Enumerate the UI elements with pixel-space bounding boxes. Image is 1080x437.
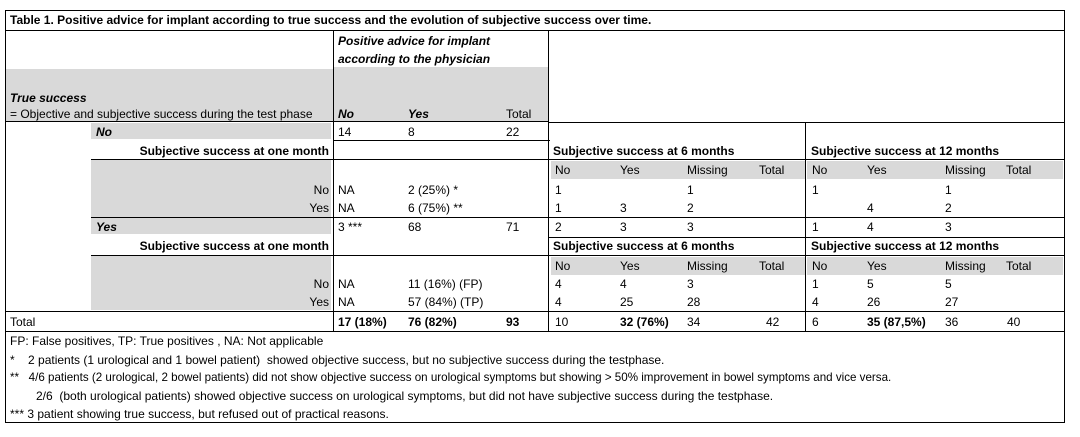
group-no-12m-col-total: Total <box>1006 163 1032 177</box>
table-cell: 4 <box>555 277 562 291</box>
table-cell: 4 <box>812 295 819 309</box>
table-cell: 1 <box>945 183 952 197</box>
group-no-value-no: 14 <box>338 125 352 139</box>
rule-group-yes-sub-top <box>549 237 1065 238</box>
group-yes-6m-col-missing: Missing <box>687 259 728 273</box>
group-yes-label: Yes <box>96 220 117 234</box>
total-row-6m-yes: 32 (76%) <box>620 315 669 329</box>
group-no-row-no-label: No <box>313 183 329 197</box>
group-no-12m-title: Subjective success at 12 months <box>811 144 1000 158</box>
rule-group-no-end <box>91 217 1065 218</box>
total-row-12m-yes: 35 (87,5%) <box>867 315 926 329</box>
group-no-12m-col-no: No <box>812 163 828 177</box>
footnote-single-star: * 2 patients (1 urological and 1 bowel patient) showed objective success, but no subjective success during the testphase. <box>10 353 665 367</box>
table-cell: 4 <box>867 220 874 234</box>
group-no-sub-label: Subjective success at one month <box>139 144 329 158</box>
group-yes-value-no: 3 *** <box>338 220 363 234</box>
table-cell: 1 <box>812 183 819 197</box>
table-cell: NA <box>338 295 355 309</box>
total-row-yes: 76 (82%) <box>408 315 457 329</box>
table-cell: 28 <box>687 295 701 309</box>
table-cell: 2 <box>555 220 562 234</box>
table-cell: 26 <box>867 295 881 309</box>
table-cell: 2 <box>687 201 694 215</box>
table-cell: 2 <box>945 201 952 215</box>
table-cell: 5 <box>945 277 952 291</box>
total-row-12m-missing: 36 <box>945 315 959 329</box>
group-yes-row-yes-label: Yes <box>309 295 329 309</box>
rule-under-header <box>5 121 549 122</box>
table-cell: 1 <box>555 183 562 197</box>
table-cell: 5 <box>867 277 874 291</box>
table-cell: NA <box>338 277 355 291</box>
group-yes-12m-col-no: No <box>812 259 828 273</box>
table-cell: 11 (16%) (FP) <box>408 277 483 291</box>
footnote-double-star: ** 4/6 patients (2 urological, 2 bowel patients) did not show objective success on urological symptoms but showing > 50% improvement in bowel symptoms and vice versa. <box>10 371 892 384</box>
group-no-value-yes: 8 <box>408 125 415 139</box>
total-row-12m-total: 40 <box>1007 315 1021 329</box>
group-yes-row-no-label: No <box>313 277 329 291</box>
col-header-no: No <box>338 107 354 121</box>
col-divider-months-left <box>548 30 549 332</box>
group-no-shading <box>91 123 331 139</box>
table-cell: 1 <box>555 201 562 215</box>
total-row-12m-no: 6 <box>812 315 819 329</box>
group-yes-sub-label: Subjective success at one month <box>139 239 329 253</box>
group-no-12m-col-yes: Yes <box>867 163 887 177</box>
true-success-definition: = Objective and subjective success during the test phase <box>10 107 313 121</box>
table-cell: 1 <box>687 183 694 197</box>
rule-below-total <box>5 331 1065 332</box>
table-border-bottom <box>5 422 1065 423</box>
table-border-top <box>5 10 1065 11</box>
group-yes-12m-col-yes: Yes <box>867 259 887 273</box>
table-cell: NA <box>338 183 355 197</box>
rule-group-no-sub-header <box>91 159 1065 160</box>
group-yes-6m-title: Subjective success at 6 months <box>553 239 735 253</box>
total-row-label: Total <box>10 315 36 329</box>
table-cell: 3 <box>687 277 694 291</box>
group-yes-12m-col-total: Total <box>1006 259 1032 273</box>
col-divider-physician <box>333 30 334 332</box>
table-border-left <box>5 10 6 423</box>
col-header-total: Total <box>506 107 532 121</box>
rule-group-yes-sub-header <box>91 255 1065 256</box>
total-row-no: 17 (18%) <box>338 315 387 329</box>
table-cell: 1 <box>812 277 819 291</box>
group-yes-6m-col-yes: Yes <box>620 259 640 273</box>
group-yes-6m-col-no: No <box>555 259 571 273</box>
group-no-6m-col-no: No <box>555 163 571 177</box>
group-no-12m-col-missing: Missing <box>945 163 986 177</box>
group-no-6m-col-missing: Missing <box>687 163 728 177</box>
total-row-6m-no: 10 <box>555 315 569 329</box>
table-cell: 3 <box>620 220 627 234</box>
group-no-row-yes-label: Yes <box>309 201 329 215</box>
table-cell: 4 <box>867 201 874 215</box>
group-yes-value-total: 71 <box>506 220 520 234</box>
table-cell: NA <box>338 201 355 215</box>
group-no-6m-col-yes: Yes <box>620 163 640 177</box>
group-no-label: No <box>96 125 112 139</box>
total-row-6m-missing: 34 <box>687 315 701 329</box>
table-cell: 4 <box>555 295 562 309</box>
table-cell: 25 <box>620 295 634 309</box>
rule-group-no-6m-top <box>549 122 1065 123</box>
group-yes-6m-col-total: Total <box>759 259 785 273</box>
group-yes-value-yes: 68 <box>408 220 422 234</box>
table-cell: 4 <box>620 277 627 291</box>
table-title: Table 1. Positive advice for implant according to true success and the evolution of subjective success over time. <box>10 13 652 27</box>
physician-header-line1: Positive advice for implant <box>338 34 491 48</box>
group-yes-shading <box>91 218 331 234</box>
table-cell: 6 (75%) ** <box>408 201 463 215</box>
group-yes-12m-col-missing: Missing <box>945 259 986 273</box>
total-row-6m-total: 42 <box>766 315 780 329</box>
table-cell: 1 <box>812 220 819 234</box>
group-no-6m-title: Subjective success at 6 months <box>553 144 735 158</box>
col-header-yes: Yes <box>408 107 429 121</box>
table-cell: 3 <box>620 201 627 215</box>
true-success-header: True success <box>10 91 87 105</box>
footnote-abbreviations: FP: False positives, TP: True positives , NA: Not applicable <box>10 334 324 348</box>
rule-above-total <box>5 311 1065 312</box>
table-cell: 57 (84%) (TP) <box>408 295 484 309</box>
table-cell: 3 <box>945 220 952 234</box>
physician-header-line2: according to the physician <box>338 52 491 66</box>
col-divider-6m-12m <box>805 122 806 332</box>
footnote-triple-star: *** 3 patient showing true success, but refused out of practical reasons. <box>10 407 389 421</box>
table-cell: 27 <box>945 295 959 309</box>
group-no-value-total: 22 <box>506 125 520 139</box>
rule-under-title <box>5 30 1065 31</box>
table-cell: 2 (25%) * <box>408 183 459 197</box>
group-yes-12m-title: Subjective success at 12 months <box>811 239 1000 253</box>
rule-under-group-no-values <box>334 140 550 141</box>
total-row-total: 93 <box>506 315 520 329</box>
table-cell: 3 <box>687 220 694 234</box>
group-no-6m-col-total: Total <box>759 163 785 177</box>
footnote-double-star-cont: 2/6 (both urological patients) showed objective success on urological symptoms, but did not have subjective success during the testphase. <box>36 389 774 403</box>
